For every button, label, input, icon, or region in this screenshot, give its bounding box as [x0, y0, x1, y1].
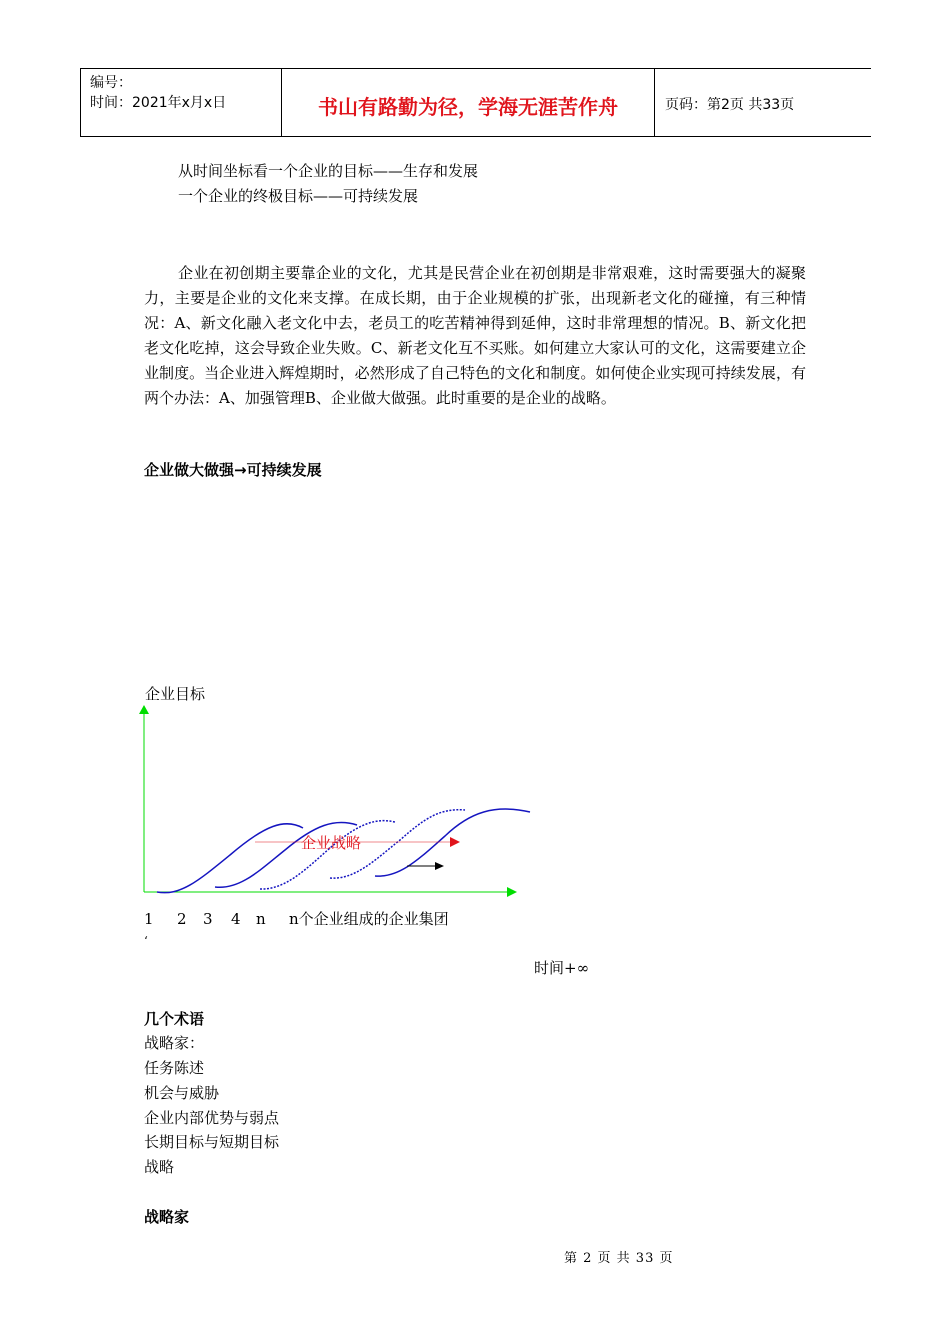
x-axis-arrow-icon	[507, 887, 517, 897]
enterprise-group-label: n个企业组成的企业集团	[289, 910, 449, 928]
term-mission-statement: 任务陈述	[144, 1059, 205, 1077]
y-axis-arrow-icon	[139, 705, 149, 714]
header-divider-2	[654, 69, 655, 136]
term-strengths-weaknesses: 企业内部优势与弱点	[144, 1109, 280, 1127]
growth-curve-1	[157, 824, 303, 893]
diagram-y-label: 企业目标	[145, 685, 206, 703]
document-number-label: 编号：	[90, 75, 132, 91]
growth-curve-3	[260, 821, 395, 889]
document-date: 时间：2021年x月x日	[90, 95, 227, 111]
body-paragraph: 企业在初创期主要靠企业的文化，尤其是民营企业在初创期是非常艰难，这时需要强大的凝聚力，主要是企业的文化来支撑。在成长期，由于企业规模的扩张，出现新老文化的碰撞，有三种情况：A、新文化融入老文化中去，老员工的吃苦精神得到延伸，这时非常理想的情况。B、新文化把老文化吃掉，这会导致企业失败。C、新老文化互不买账。如何建立大家认可的文化，这需要建立企业制度。当企业进入辉煌期时，必然形成了自己特色的文化和制度。如何使企业实现可持续发展，有两个办法：A、加强管理B、企业做大做强。此时重要的是企业的战略。	[144, 264, 806, 407]
section-heading-strategist: 战略家	[144, 1208, 190, 1226]
growth-curve-2	[215, 822, 357, 887]
term-long-short-goals: 长期目标与短期目标	[144, 1133, 280, 1151]
header-motto: 书山有路勤为径，学海无涯苦作舟	[318, 95, 618, 119]
term-strategist: 战略家：	[144, 1034, 205, 1052]
term-opportunities-threats: 机会与威胁	[144, 1084, 220, 1102]
enterprise-growth-diagram	[135, 700, 535, 900]
header-page-info: 页码：第2页 共33页	[665, 97, 795, 113]
x-tick-n: n	[256, 910, 266, 928]
x-tick-4: 4	[231, 910, 241, 928]
section-heading-growth: 企业做大做强→可持续发展	[144, 461, 322, 479]
progress-arrow-icon	[435, 862, 444, 870]
strategy-label: 企业战略	[301, 834, 362, 852]
terms-heading: 几个术语	[144, 1010, 205, 1028]
intro-line-2: 一个企业的终极目标——可持续发展	[178, 187, 419, 205]
page-header	[80, 68, 871, 137]
header-left-cell	[90, 73, 226, 113]
intro-line-1: 从时间坐标看一个企业的目标——生存和发展	[178, 162, 479, 180]
stray-mark: ‘	[144, 934, 148, 948]
time-axis-label: 时间+∞	[534, 959, 590, 977]
page-footer: 第 2 页 共 33 页	[564, 1251, 674, 1266]
strategy-arrow-icon	[450, 837, 460, 847]
x-tick-3: 3	[203, 910, 213, 928]
x-tick-2: 2	[177, 910, 187, 928]
term-strategy: 战略	[144, 1158, 175, 1176]
header-border-left	[80, 69, 81, 136]
x-tick-1: 1	[144, 910, 154, 928]
